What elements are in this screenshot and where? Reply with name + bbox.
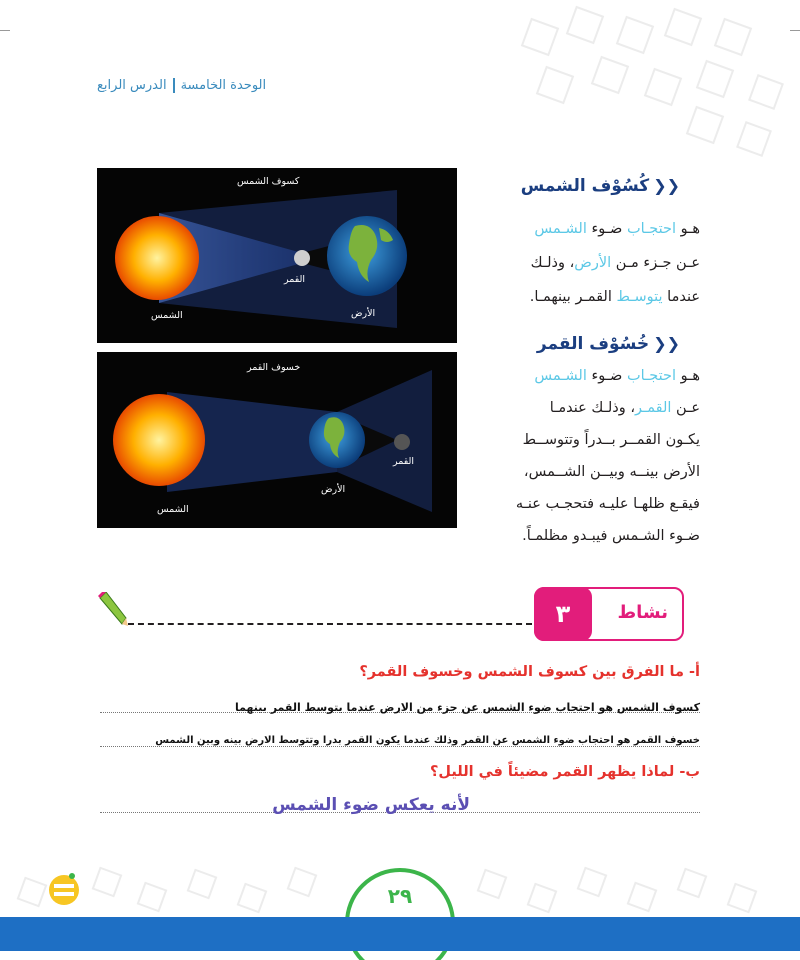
lunar-section-title: ❮❮خُسُوْف القمر [536, 334, 680, 354]
solar-caption: كسوف الشمس [237, 176, 300, 187]
activity-divider [128, 623, 532, 625]
lunar-eclipse-diagram [97, 352, 457, 528]
sun-shape [115, 216, 199, 300]
lesson-label: الدرس الرابع [97, 78, 167, 93]
lesson-header [97, 78, 266, 93]
header-divider [173, 78, 175, 93]
activity-label: نشاط [617, 602, 668, 623]
activity-number: ٣ [534, 587, 592, 641]
lunar-earth-label: الأرض [321, 484, 346, 495]
text-line: فيقـع ظلهـا عليـه فتحجـب عنـه [515, 496, 700, 512]
activity-badge [534, 587, 684, 641]
lunar-section-body [480, 360, 700, 552]
crop-mark [790, 30, 800, 31]
solar-eclipse-diagram [97, 168, 457, 343]
publisher-logo-icon [44, 868, 84, 908]
crop-mark [0, 30, 10, 31]
chevron-left-icon: ❮❮ [653, 334, 680, 353]
solar-earth-label: الأرض [351, 308, 376, 319]
text-line: عـن جـزء مـن الأرض، وذلـك [530, 255, 700, 271]
text-line: هـو احتجـاب ضـوء الشـمس [534, 221, 700, 237]
solar-section-body [480, 212, 700, 314]
moon-shape [394, 434, 410, 450]
lunar-caption: خسوف القمر [247, 362, 301, 373]
answer-a-line-1: كسوف الشمس هو احتجاب ضوء الشمس عن جزء من الارض عندما يتوسط القمر بينهما [235, 701, 700, 714]
question-b: ب- لماذا يظهر القمر مضيئاً في الليل؟ [430, 764, 700, 780]
text-line: هـو احتجـاب ضـوء الشـمس [534, 368, 700, 384]
answer-a-line-2: خسوف القمر هو احتجاب ضوء الشمس عن القمر وذلك عندما يكون القمر بدرا وتتوسط الارض بينه وبين الشمس [155, 735, 700, 746]
sun-shape [113, 394, 205, 486]
answer-line [100, 746, 700, 747]
text-line: الأرض بينــه وبيــن الشــمس، [523, 464, 700, 480]
text-line: عـن القمـر، وذلـك عندمـا [549, 400, 700, 416]
unit-label: الوحدة الخامسة [180, 78, 267, 93]
lunar-sun-label: الشمس [157, 504, 189, 515]
lunar-moon-label: القمر [393, 456, 415, 467]
solar-sun-label: الشمس [151, 310, 183, 321]
solar-section-title: ❮❮كُسُوْف الشمس [520, 176, 680, 196]
text-line: ضـوء الشـمس فيبـدو مظلمـاً. [522, 528, 700, 544]
page-number: ٢٩ [387, 884, 413, 908]
chevron-left-icon: ❮❮ [653, 176, 680, 195]
solar-moon-label: القمر [284, 274, 306, 285]
text-line: يكـون القمــر بــدراً وتتوســط [522, 432, 700, 448]
text-line: عندما يتوسـط القمـر بينهمـا. [529, 289, 700, 305]
answer-b: لأنه يعكس ضوء الشمس [272, 795, 470, 815]
pencil-icon [98, 592, 128, 630]
moon-shape [294, 250, 310, 266]
question-a: أ- ما الفرق بين كسوف الشمس وخسوف القمر؟ [359, 664, 700, 680]
footer-bar [0, 917, 800, 951]
